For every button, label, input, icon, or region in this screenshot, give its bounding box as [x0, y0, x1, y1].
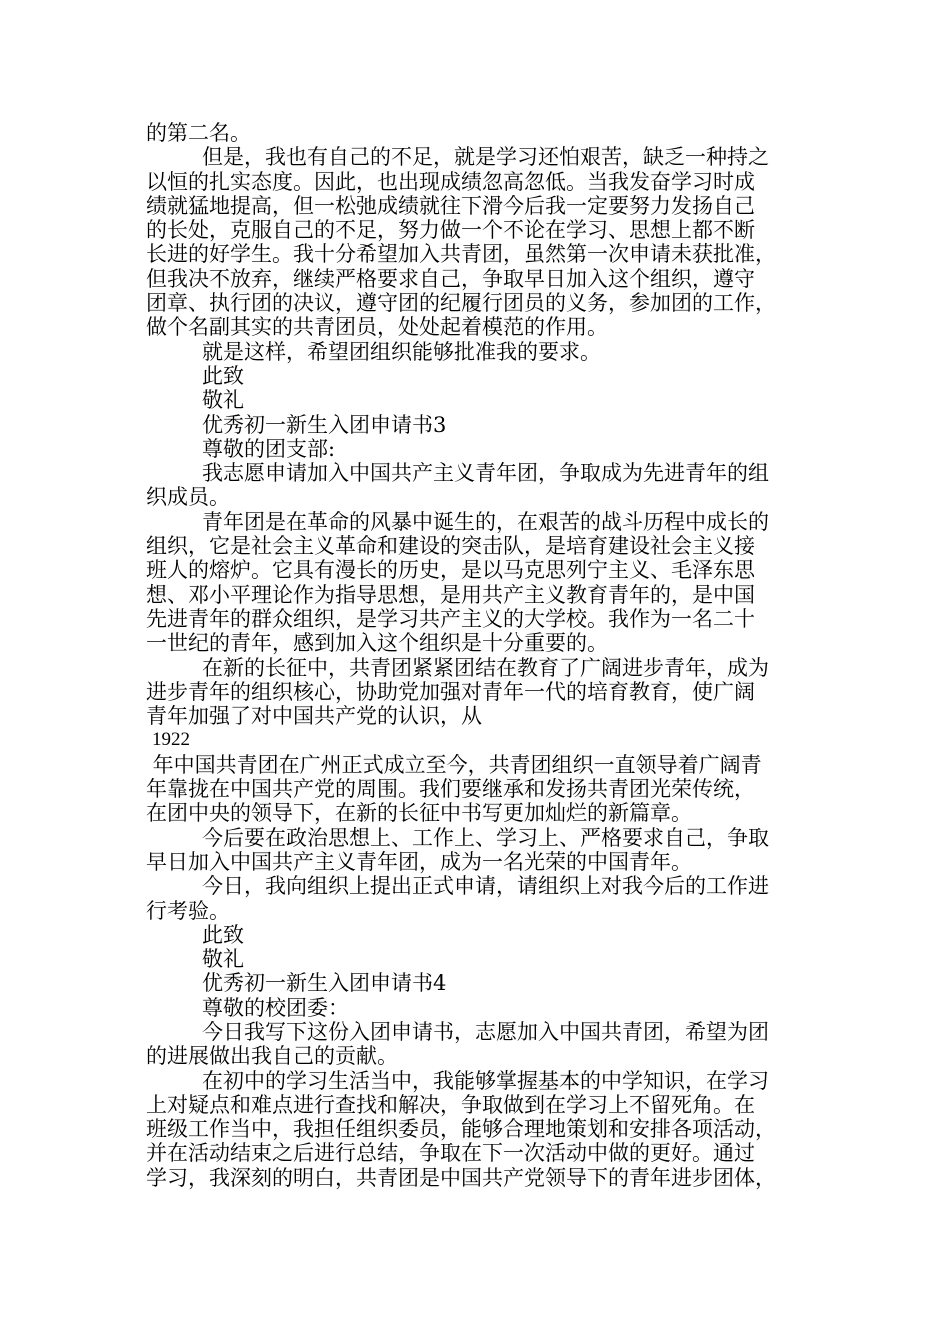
text-line: 进步青年的组织核心，协助党加强对青年一代的培育教育，使广阔 [146, 679, 755, 704]
text-line: 的第二名。 [146, 121, 251, 145]
text-line: 但我决不放弃，继续严格要求自己，争取早日加入这个组织，遵守 [146, 266, 755, 291]
salutation-line: 敬礼 [202, 947, 244, 972]
text-line: 学习，我深刻的明白，共青团是中国共产党领导下的青年进步团体， [146, 1165, 776, 1190]
text-line: 组织，它是社会主义革命和建设的突击队，是培育建设社会主义接 [146, 534, 755, 559]
year-line: 1922 [152, 729, 190, 751]
text-line: 但是，我也有自己的不足，就是学习还怕艰苦，缺乏一种持之 [202, 145, 769, 170]
text-line: 以恒的扎实态度。因此，也出现成绩忽高忽低。当我发奋学习时成 [146, 169, 755, 194]
salutation-line: 此致 [202, 363, 244, 388]
section-heading: 优秀初一新生入团申请书4 [202, 971, 447, 996]
text-line: 今后要在政治思想上、工作上、学习上、严格要求自己，争取 [202, 825, 769, 850]
text-line: 绩就猛地提高，但一松弛成绩就往下滑今后我一定要努力发扬自己 [146, 193, 755, 218]
text-line: 今日，我向组织上提出正式申请，请组织上对我今后的工作进 [202, 874, 769, 899]
text-line: 织成员。 [146, 485, 230, 510]
text-line: 做个名副其实的共青团员，处处起着模范的作用。 [146, 315, 608, 340]
document-body [146, 121, 818, 1190]
salutation-line: 敬礼 [202, 388, 244, 413]
text-line: 的进展做出我自己的贡献。 [146, 1044, 398, 1069]
text-line: 班级工作当中，我担任组织委员，能够合理地策划和安排各项活动， [146, 1117, 776, 1142]
text-line: 我志愿申请加入中国共产主义青年团，争取成为先进青年的组 [202, 461, 769, 486]
text-line: 先进青年的群众组织，是学习共产主义的大学校。我作为一名二十 [146, 606, 755, 631]
section-heading: 优秀初一新生入团申请书3 [202, 412, 447, 437]
greeting-line: 尊敬的团支部: [202, 436, 336, 461]
text-line: 上对疑点和难点进行查找和解决，争取做到在学习上不留死角。在 [146, 1092, 755, 1117]
salutation-line: 此致 [202, 922, 244, 947]
text-line: 行考验。 [146, 898, 230, 923]
text-line: 团章、执行团的决议，遵守团的纪履行团员的义务，参加团的工作， [146, 291, 776, 316]
text-line: 在团中央的领导下，在新的长征中书写更加灿烂的新篇章。 [146, 801, 692, 826]
text-line: 青年团是在革命的风暴中诞生的，在艰苦的战斗历程中成长的 [202, 509, 769, 534]
text-line: 就是这样，希望团组织能够批准我的要求。 [202, 339, 601, 364]
text-line: 想、邓小平理论作为指导思想，是用共产主义教育青年的，是中国 [146, 582, 755, 607]
text-line: 今日我写下这份入团申请书，志愿加入中国共青团，希望为团 [202, 1019, 769, 1044]
text-line: 年靠拢在中国共产党的周围。我们要继承和发扬共青团光荣传统， [146, 777, 755, 802]
text-line: 长进的好学生。我十分希望加入共青团，虽然第一次申请未获批准， [146, 242, 776, 267]
text-line: 的长处，克服自己的不足，努力做一个不论在学习、思想上都不断 [146, 218, 755, 243]
text-line: 在新的长征中，共青团紧紧团结在教育了广阔进步青年，成为 [202, 655, 769, 680]
text-line: 并在活动结束之后进行总结，争取在下一次活动中做的更好。通过 [146, 1141, 755, 1166]
greeting-line: 尊敬的校团委： [202, 995, 349, 1020]
text-line: 早日加入中国共产主义青年团，成为一名光荣的中国青年。 [146, 849, 692, 874]
text-line: 班人的熔炉。它具有漫长的历史，是以马克思列宁主义、毛泽东思 [146, 558, 755, 583]
text-line: 年中国共青团在广州正式成立至今，共青团组织一直领导着广阔青 [146, 752, 762, 777]
text-line: 一世纪的青年，感到加入这个组织是十分重要的。 [146, 631, 608, 656]
text-line: 青年加强了对中国共产党的认识，从 [146, 704, 482, 729]
text-line: 在初中的学习生活当中，我能够掌握基本的中学知识，在学习 [202, 1068, 769, 1093]
